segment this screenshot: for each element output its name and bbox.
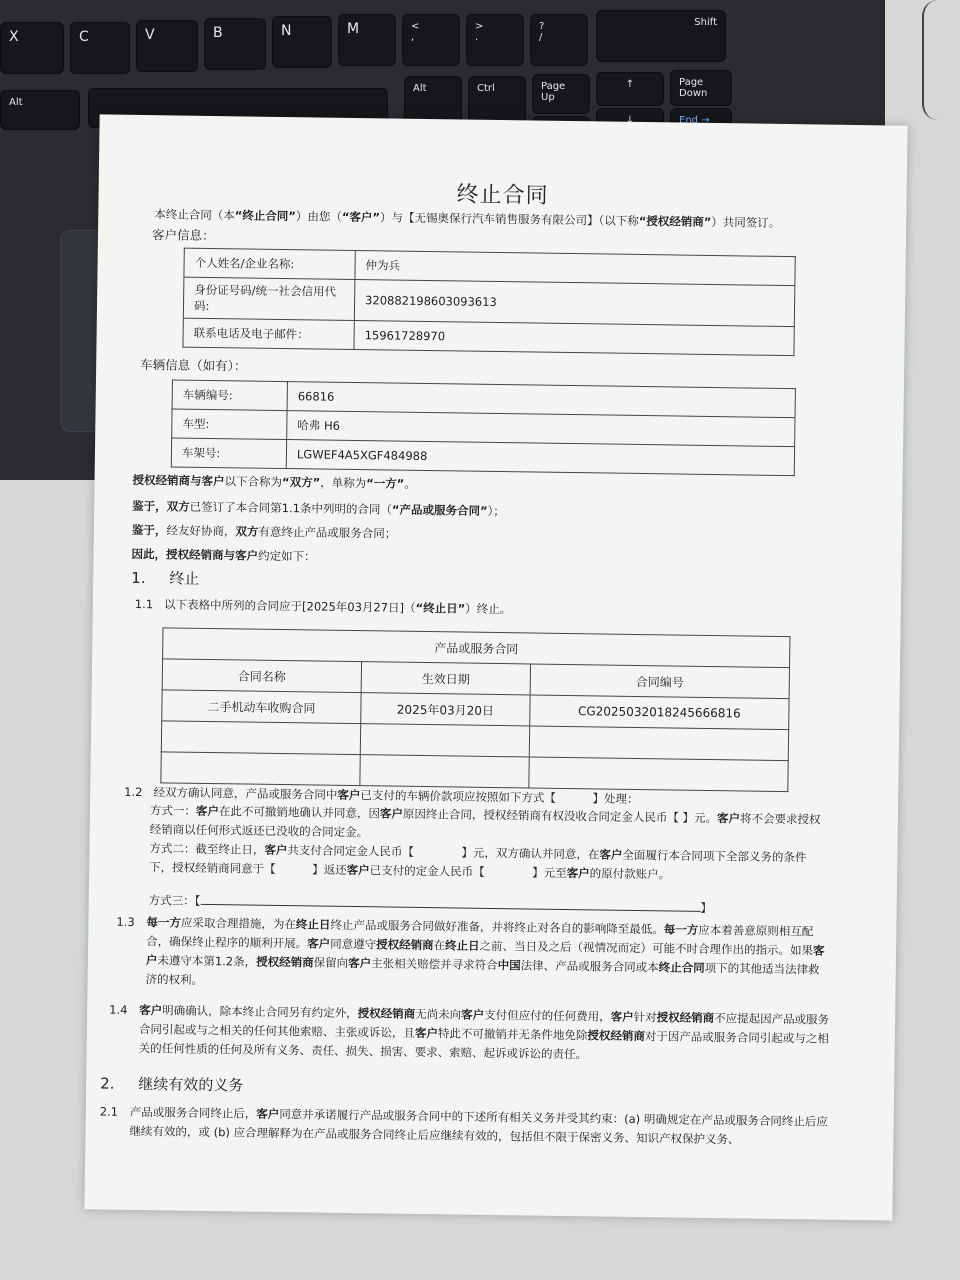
table-cell: 二手机动车收购合同: [162, 690, 361, 724]
parties-paragraph: 授权经销商与客户以下合称为“双方”，单称为“一方”。: [132, 472, 416, 491]
key-label: X: [9, 29, 19, 45]
table-cell-label: 个人姓名/企业名称:: [184, 248, 355, 279]
key-label: Ctrl: [477, 83, 495, 94]
vehicle-info-heading: 车辆信息（如有）：: [140, 357, 247, 374]
table-cell: [529, 757, 788, 792]
table-cell-value: 15961728970: [354, 320, 794, 355]
table-cell-label: 车型:: [172, 409, 287, 440]
table-cell: [161, 752, 360, 786]
option-3: 方式三：【】: [148, 893, 713, 916]
table-title: 产品或服务合同: [163, 628, 790, 668]
key-label: .: [475, 32, 479, 43]
clause-1-2: 1.2 经双方确认同意，产品或服务合同中客户已支付的车辆价款项应按照如下方式【 】处理：: [124, 784, 639, 807]
key-label: M: [347, 21, 360, 37]
clause-1-3-number: 1.3: [116, 914, 135, 929]
key-x: [0, 22, 64, 74]
key-b: [204, 18, 266, 70]
key-label: Page Up: [541, 81, 566, 103]
key-label: Shift: [694, 17, 717, 28]
key-label: >: [475, 21, 484, 32]
table-cell: [360, 724, 529, 757]
key-label: ↑: [625, 79, 635, 90]
intro-paragraph: 本终止合同（本“终止合同”）由您（“客户”）与【无锡奥保行汽车销售服务有限公司】（以下称“授权经销商”）共同签订。: [154, 207, 781, 230]
key-alt-left: [0, 90, 80, 130]
option-1: 方式一：客户在此不可撤销地确认并同意，因客户原因终止合同，授权经销商有权没收合同定金人民币【 】元。客户将不会要求授权经销商以任何形式返还已没收的合同定金。: [149, 803, 821, 840]
table-cell-value: LGWEF4A5XGF484988: [286, 440, 794, 476]
key-alt-right: [404, 76, 462, 124]
key-label: <: [411, 21, 420, 32]
table-cell: 2025年03月20日: [361, 693, 530, 726]
key-page-down: [670, 70, 732, 106]
key-label: Alt: [413, 83, 427, 94]
section-1-heading: 1. 终止: [131, 568, 200, 588]
key-comma: [402, 14, 460, 66]
option-2: 方式二：截至终止日，客户共支付合同定金人民币【 】元，双方确认并同意，在客户全面履行本合同项下全部义务的条件下，授权经销商同意于【 】返还客户已支付的定金人民币【 】元至客户的原付款账户。: [149, 841, 807, 882]
key-label: N: [281, 23, 292, 39]
table-cell-label: 车辆编号:: [172, 380, 287, 411]
clause-2-1-number: 2.1: [99, 1104, 119, 1119]
table-cell: [161, 721, 360, 755]
key-shift: [596, 10, 726, 62]
key-n: [272, 16, 332, 68]
key-period: [466, 14, 524, 66]
table-cell-label: 车架号:: [171, 438, 286, 469]
column-header: 生效日期: [361, 662, 530, 695]
key-slash: [530, 14, 588, 66]
table-cell-value: 320882198603093613: [354, 279, 795, 326]
clause-2-1: 产品或服务合同终止后，客户同意并承诺履行产品或服务合同中的下述所有相关义务并受其约束：(a) 明确规定在产品或服务合同终止后应继续有效的，或 (b) 应合理解释为在产品或服务合同终止后应继续有效的，包括但不限于保密义务、知识产权保护义务、: [129, 1104, 828, 1147]
customer-info-heading: 客户信息：: [151, 227, 215, 244]
key-label: Page Down: [679, 77, 708, 99]
table-cell-label: 联系电话及电子邮件：: [183, 318, 354, 349]
key-ctrl: [468, 76, 526, 124]
contract-list-table: [160, 627, 790, 792]
document-title: 终止合同: [456, 182, 549, 209]
key-v: [136, 20, 198, 72]
column-header: 合同名称: [162, 659, 361, 693]
key-label: B: [213, 25, 223, 41]
key-label: ?: [539, 21, 545, 32]
key-label: ↓: [625, 115, 635, 126]
key-m: [338, 14, 396, 66]
table-cell: [360, 755, 529, 788]
clause-1-3: 每一方应采取合理措施，为在终止日终止产品或服务合同做好准备，并将终止对各自的影响降至最低。每一方应本着善意原则相互配合，确保终止程序的顺利开展。客户同意遵守授权经销商在终止日之前、当日及之后（视情况而定）可能不时合理作出的指示。如果客户未遵守本第1.2条，授权经销商保留向客户主张相关赔偿并寻求符合中国法律、产品或服务合同或本终止合同项下的其他适当法律救济的权利。: [145, 915, 825, 987]
key-label: Alt: [9, 97, 23, 108]
table-cell-value: 哈弗 H6: [287, 411, 795, 447]
clause-1-4-number: 1.4: [109, 1002, 128, 1017]
key-label: C: [79, 29, 89, 45]
key-label: /: [539, 32, 543, 43]
clause-1-1: 1.1 以下表格中所列的合同应于[2025年03月27日]（“终止日”）终止。: [134, 596, 512, 617]
table-cell-value: 仲为兵: [355, 250, 795, 285]
key-label: ,: [411, 32, 415, 43]
table-cell: CG2025032018245666816: [530, 695, 789, 730]
column-header: 合同编号: [530, 664, 789, 699]
whereas-paragraph-1: 鉴于，双方已签订了本合同第1.1条中列明的合同（“产品或服务合同”）；: [132, 498, 505, 519]
table-cell: [529, 726, 788, 761]
key-page-up: [532, 74, 590, 114]
clause-1-4: 客户明确确认，除本终止合同另有约定外，授权经销商无尚未向客户支付但应付的任何费用，客户针对授权经销商不应提起因产品或服务合同引起或与之相关的任何其他索赔、主张或诉讼，且客户特此不可撤销并无条件地免除授权经销商对于因产品或服务合同引起或与之相关的任何性质的任何及所有义务、责任、损失、损害、要求、索赔、起诉或诉讼的责任。: [138, 1003, 830, 1062]
key-label: End →: [679, 115, 710, 126]
therefore-paragraph: 因此，授权经销商与客户约定如下：: [131, 546, 316, 564]
whereas-paragraph-2: 鉴于，经友好协商，双方有意终止产品或服务合同；: [131, 522, 397, 541]
customer-info-table: [182, 248, 795, 357]
table-cell-label: 身份证号码/统一社会信用代码:: [183, 277, 355, 320]
key-label: V: [145, 27, 155, 43]
vehicle-info-table: [171, 379, 796, 476]
cable: [922, 0, 954, 120]
contract-document: [84, 114, 907, 1220]
section-2-heading: 2. 继续有效的义务: [100, 1074, 244, 1095]
key-arrow-up: [596, 72, 664, 106]
table-cell-value: 66816: [287, 382, 795, 418]
key-c: [70, 22, 130, 74]
